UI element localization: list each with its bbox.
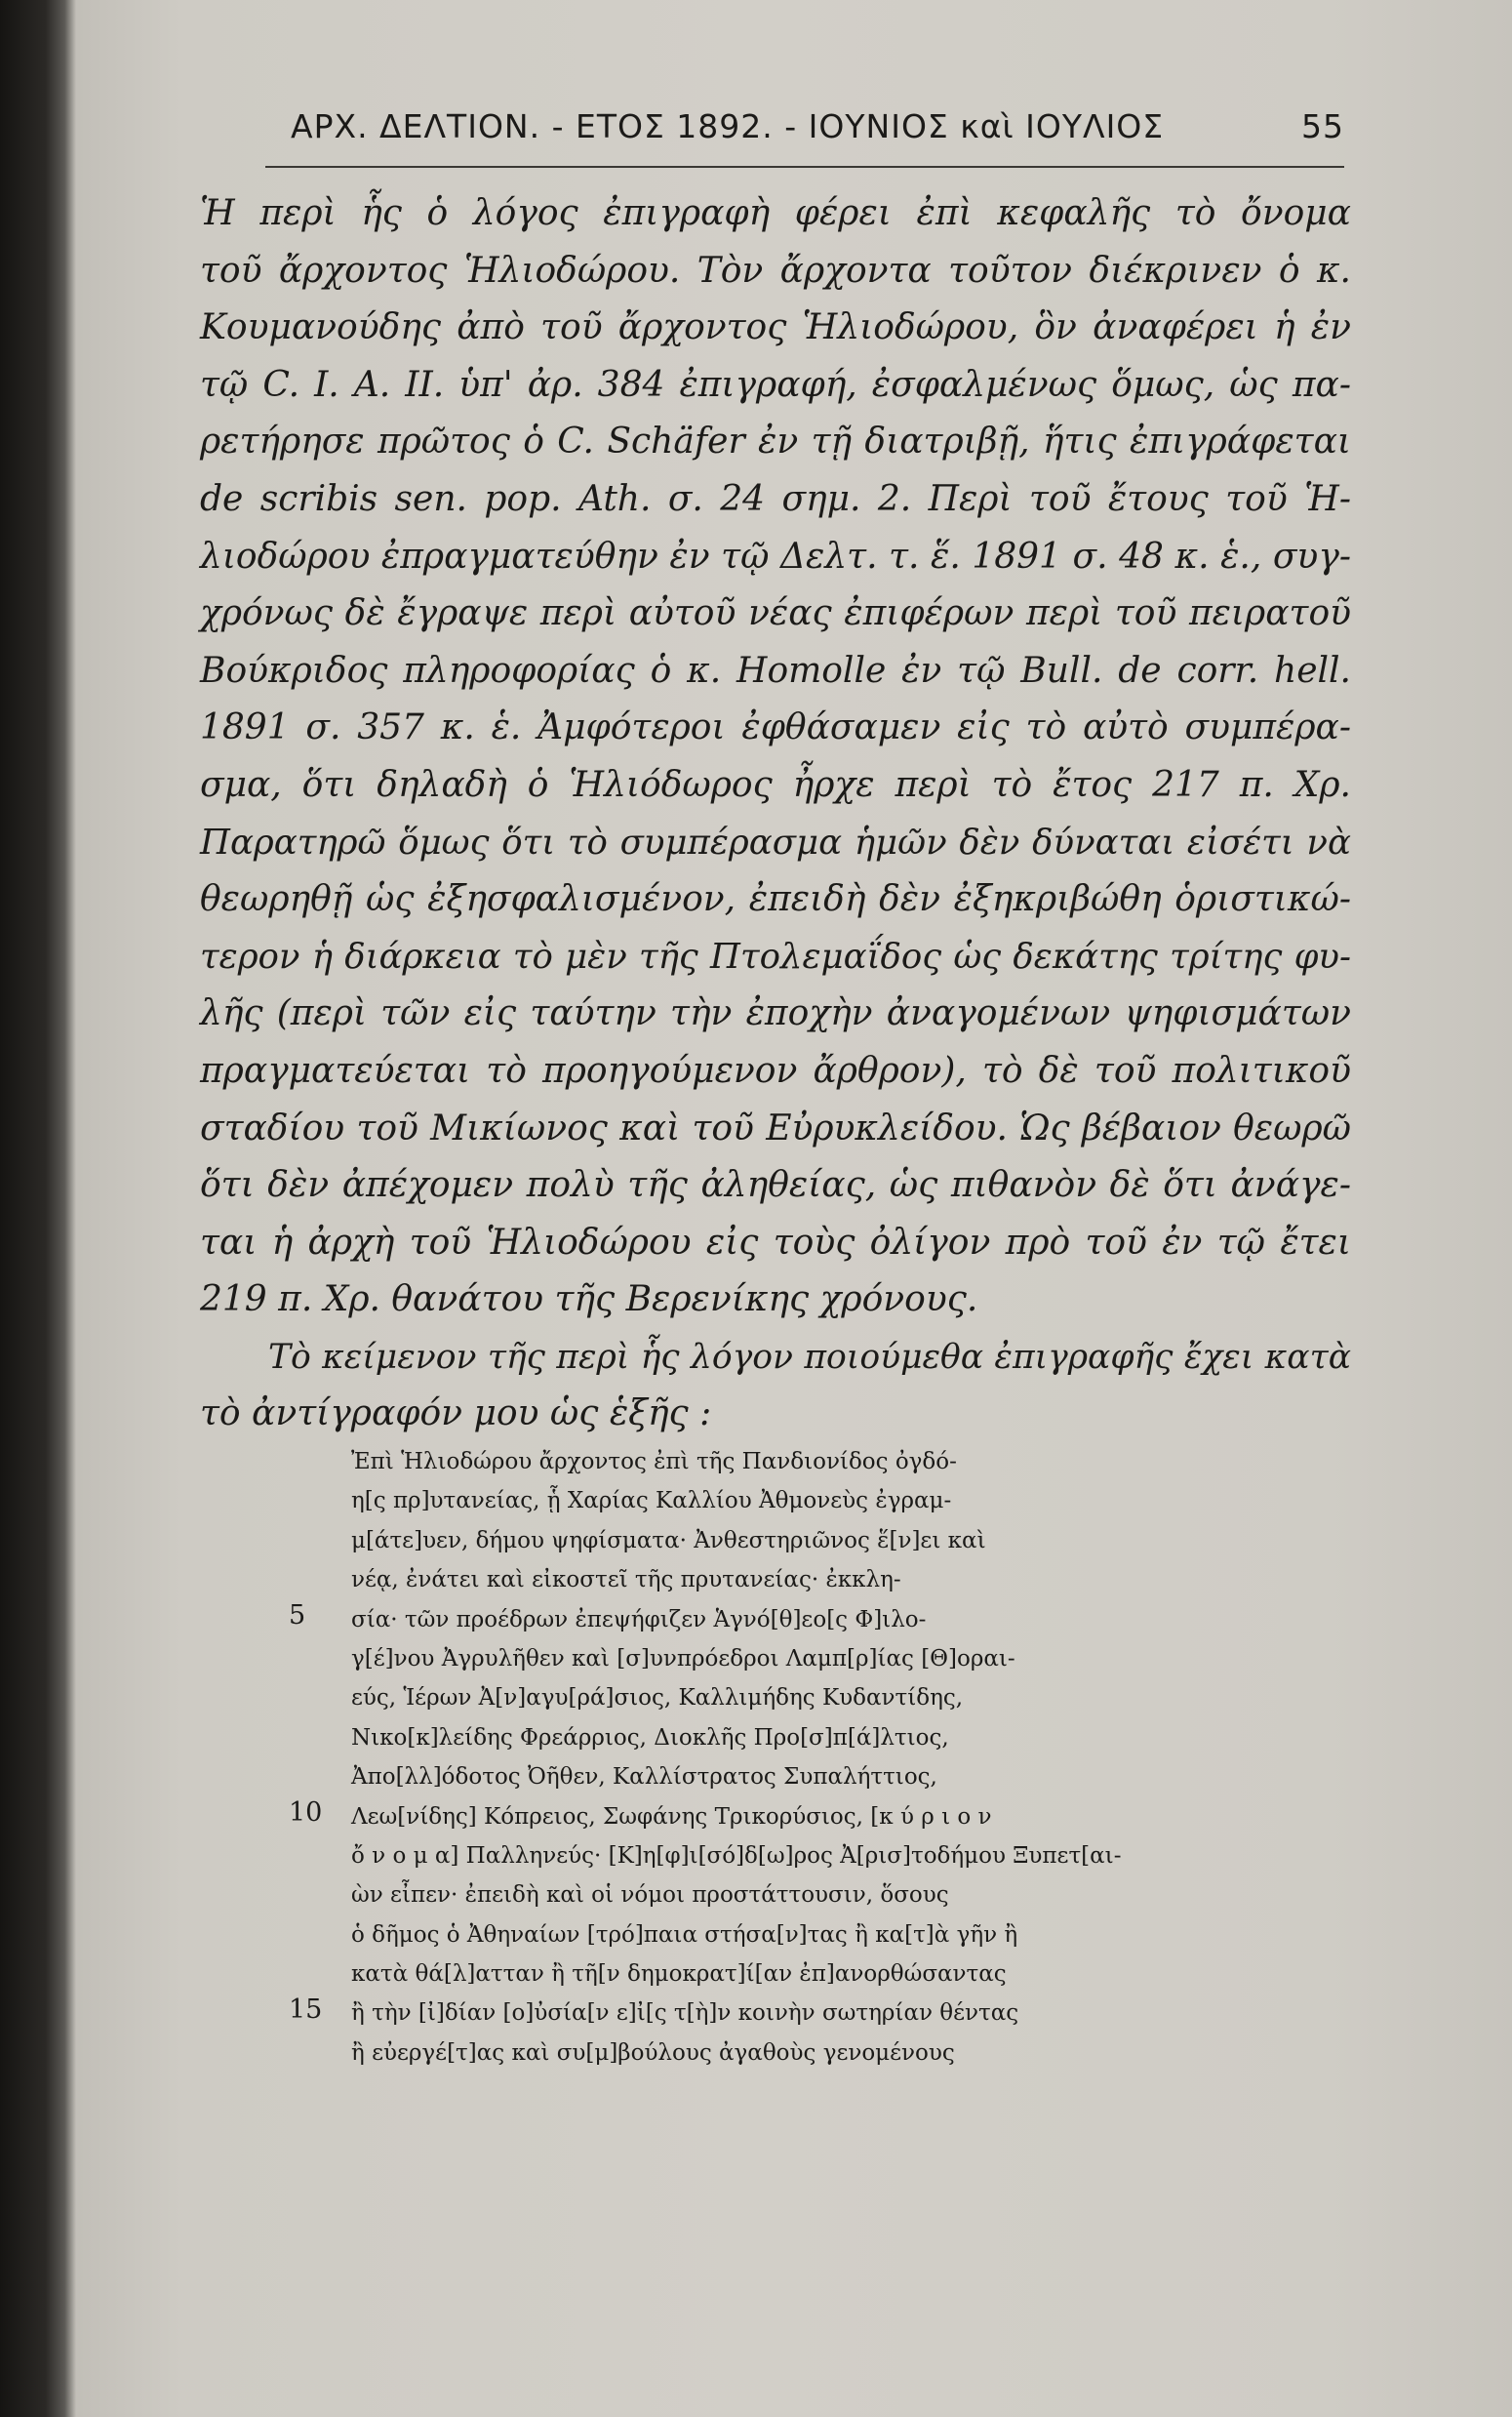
- inscription-line: ἢ εὐεργέ[τ]ας καὶ συ[μ]βούλους ἀγαθοὺς γενομένους: [351, 2039, 955, 2066]
- body-line: Κουμανούδης ἀπὸ τοῦ ἄρχοντος Ἡλιοδώρου, ὃν ἀναφέρει ἡ ἐν: [200, 307, 1351, 348]
- body-line: λιοδώρου ἐπραγματεύθην ἐν τῷ Δελτ. τ. ἕ. 1891 σ. 48 κ. ἑ., συγ-: [200, 536, 1351, 577]
- inscription-line: ὼν εἶπεν· ἐπειδὴ καὶ οἱ νόμοι προστάττουσιν, ὅσους: [351, 1882, 949, 1909]
- body-line: τοῦ ἄρχοντος Ἡλιοδώρου. Τὸν ἄρχοντα τοῦτον διέκρινεν ὁ κ.: [200, 250, 1351, 291]
- body-line: Παρατηρῶ ὅμως ὅτι τὸ συμπέρασμα ἡμῶν δὲν δύναται εἰσέτι νὰ: [200, 822, 1351, 863]
- inscription-line: Λεω[νίδης] Κόπρειος, Σωφάνης Τρικορύσιος, [κ ύ ρ ι ο ν: [351, 1803, 992, 1830]
- inscription-line: Νικο[κ]λείδης Φρεάρριος, Διοκλῆς Προ[σ]π[ά]λτιος,: [351, 1724, 949, 1751]
- body-line: χρόνως δὲ ἔγραψε περὶ αὐτοῦ νέας ἐπιφέρων περὶ τοῦ πειρατοῦ: [200, 593, 1351, 634]
- line-number: 15: [289, 1994, 323, 2025]
- body-line: 219 π. Χρ. θανάτου τῆς Βερενίκης χρόνους.: [200, 1279, 978, 1320]
- inscription-text: [351, 1442, 1346, 2073]
- page-number: 55: [1301, 107, 1344, 145]
- inscription-line: κατὰ θά[λ]ατταν ἢ τῆ[ν δημοκρατ]ί[αν ἐπ]ανορθώσαντας: [351, 1961, 1007, 1988]
- body-line: Τὸ κείμενον τῆς περὶ ἧς λόγον ποιούμεθα ἐπιγραφῆς ἔχει κατὰ: [268, 1337, 1351, 1377]
- body-line: σμα, ὅτι δηλαδὴ ὁ Ἡλιόδωρος ἦρχε περὶ τὸ ἔτος 217 π. Χρ.: [200, 764, 1351, 805]
- body-line: ρετήρησε πρῶτος ὁ C. Schäfer ἐν τῇ διατριβῇ, ἥτις ἐπιγράφεται: [200, 422, 1351, 463]
- body-line: ται ἡ ἀρχὴ τοῦ Ἡλιοδώρου εἰς τοὺς ὀλίγον πρὸ τοῦ ἐν τῷ ἔτει: [200, 1222, 1351, 1263]
- inscription-line: εύς, Ἱέρων Ἀ[ν]αγυ[ρά]σιος, Καλλιμήδης Κυδαντίδης,: [351, 1685, 964, 1712]
- body-line: Βούκριδος πληροφορίας ὁ κ. Homolle ἐν τῷ Bull. de corr. hell.: [200, 650, 1351, 691]
- body-line: πραγματεύεται τὸ προηγούμενον ἄρθρον), τὸ δὲ τοῦ πολιτικοῦ: [200, 1050, 1351, 1091]
- body-line: σταδίου τοῦ Μικίωνος καὶ τοῦ Εὐρυκλείδου. Ὡς βέβαιον θεωρῶ: [200, 1108, 1351, 1148]
- body-line: τερον ἡ διάρκεια τὸ μὲν τῆς Πτολεμαΐδος ὡς δεκάτης τρίτης φυ-: [200, 936, 1351, 977]
- book-spine-shadow: [0, 0, 76, 2417]
- header-rule: [265, 166, 1344, 168]
- inscription-line: Ἐπὶ Ἡλιοδώρου ἄρχοντος ἐπὶ τῆς Πανδιονίδος ὀγδό-: [351, 1449, 957, 1474]
- running-header: [291, 107, 1344, 156]
- body-line: θεωρηθῇ ὡς ἐξησφαλισμένον, ἐπειδὴ δὲν ἐξηκριβώθη ὁριστικώ-: [200, 879, 1351, 920]
- body-line: τὸ ἀντίγραφόν μου ὡς ἑξῆς :: [200, 1393, 712, 1434]
- inscription-line: γ[έ]νου Ἀγρυλῆθεν καὶ [σ]υνπρόεδροι Λαμπ[ρ]ίας [Θ]οραι-: [351, 1645, 1015, 1672]
- body-line: de scribis sen. pop. Ath. σ. 24 σημ. 2. Περὶ τοῦ ἔτους τοῦ Ἡ-: [200, 478, 1351, 519]
- body-line: ὅτι δὲν ἀπέχομεν πολὺ τῆς ἀληθείας, ὡς πιθανὸν δὲ ὅτι ἀνάγε-: [200, 1165, 1351, 1206]
- body-line: λῆς (περὶ τῶν εἰς ταύτην τὴν ἐποχὴν ἀναγομένων ψηφισμάτων: [200, 993, 1351, 1034]
- body-line: τῷ C. I. A. II. ὑπ' ἀρ. 384 ἐπιγραφή, ἐσφαλμένως ὅμως, ὡς πα-: [200, 364, 1351, 405]
- body-line: 1891 σ. 357 κ. ἑ. Ἀμφότεροι ἐφθάσαμεν εἰς τὸ αὐτὸ συμπέρα-: [200, 707, 1351, 748]
- inscription-line: Ἀπο[λλ]όδοτος Ὀῆθεν, Καλλίστρατος Συπαλήττιος,: [351, 1764, 937, 1791]
- body-line: Ἡ περὶ ἧς ὁ λόγος ἐπιγραφὴ φέρει ἐπὶ κεφαλῆς τὸ ὄνομα: [200, 193, 1351, 233]
- inscription-line: μ[άτε]υεν, δήμου ψηφίσματα· Ἀνθεστηριῶνος ἕ[ν]ει καὶ: [351, 1527, 986, 1553]
- line-number: 10: [289, 1797, 323, 1828]
- inscription-line: ἢ τὴν [ἰ]δίαν [ο]ὐσία[ν ε]ἰ[ς τ[ὴ]ν κοινὴν σωτηρίαν θέντας: [351, 2000, 1019, 2027]
- line-number: 5: [289, 1600, 306, 1631]
- running-head-title: ΑΡΧ. ΔΕΛΤΙΟΝ. - ΕΤΟΣ 1892. - ΙΟΥΝΙΟΣ καὶ ΙΟΥΛΙΟΣ: [291, 107, 1165, 145]
- commentary-text: [200, 185, 1351, 1443]
- inscription-line: ὄ ν ο μ α] Παλληνεύς· [Κ]η[φ]ι[σό]δ[ω]ρος Ἀ[ρισ]τοδήμου Ξυπετ[αι-: [351, 1842, 1122, 1869]
- inscription-line: η[ς πρ]υτανείας, ᾗ Χαρίας Καλλίου Ἀθμονεὺς ἐγραμ-: [351, 1488, 952, 1514]
- inscription-line: νέᾳ, ἐνάτει καὶ εἰκοστεῖ τῆς πρυτανείας· ἐκκλη-: [351, 1567, 901, 1593]
- inscription-line: σία· τῶν προέδρων ἐπεψήφιζεν Ἁγνό[θ]εο[ς Φ]ιλο-: [351, 1606, 927, 1632]
- inscription-line: ὁ δῆμος ὁ Ἀθηναίων [τρό]παια στήσα[ν]τας ἢ κα[τ]ὰ γῆν ἢ: [351, 1921, 1018, 1948]
